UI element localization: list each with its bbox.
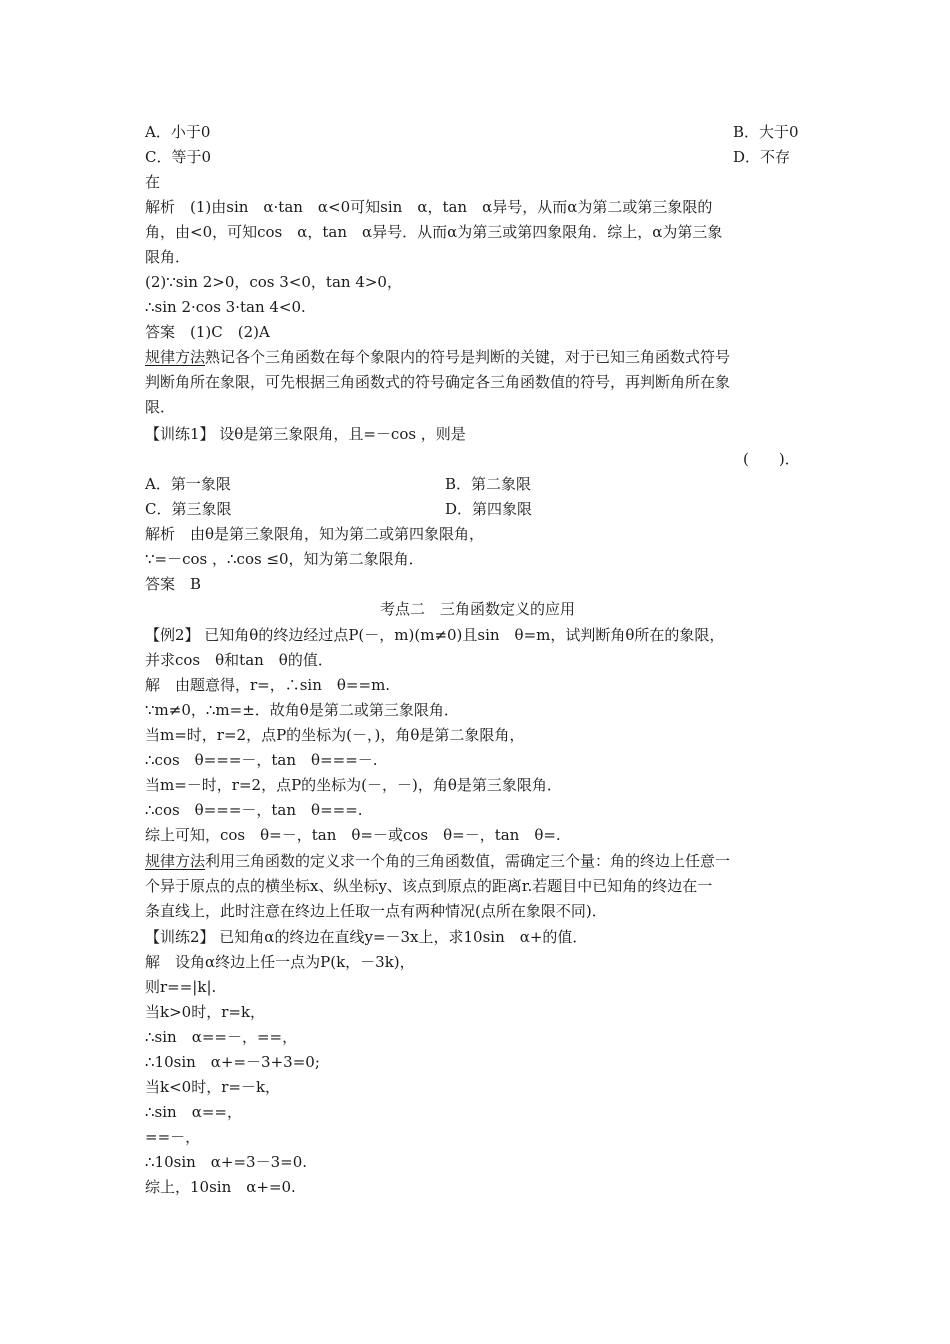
solution-line: 当m=时，r=2，点P的坐标为(－，)，角θ是第二象限角， xyxy=(145,726,525,744)
solution-line: 解 设角α终边上任一点为P(k，－3k)， xyxy=(145,953,415,971)
solution-line: 当m=－时，r=2，点P的坐标为(－，－)，角θ是第三象限角． xyxy=(145,776,562,794)
solution-line: ∴10sin α+=3－3=0. xyxy=(145,1153,308,1171)
method-line xyxy=(145,346,810,368)
method-text: 利用三角函数的定义求一个角的三角函数值，需确定三个量：角的终边上任意一 xyxy=(205,852,731,870)
option-row-ab xyxy=(145,473,810,495)
solution-line: 角，由<0，可知cos α，tan α异号．从而α为第三或第四象限角．综上，α为第三象 xyxy=(145,223,723,241)
solution-line: ∵=－cos ，∴cos ≤0，知为第二象限角． xyxy=(145,550,424,568)
solution-line: 当k>0时，r=k， xyxy=(145,1003,266,1021)
solution-line: 当k<0时，r=－k， xyxy=(145,1078,281,1096)
example-question: 并求cos θ和tan θ的值． xyxy=(145,651,333,669)
solution-line: 解析 (1)由sin α·tan α<0可知sin α，tan α异号，从而α为第二或第三象限的 xyxy=(145,198,713,216)
option-row-cd xyxy=(145,146,810,168)
option-d: D．第四象限 xyxy=(445,500,533,518)
option-row-cd xyxy=(145,498,810,520)
section-title: 考点二 三角函数定义的应用 xyxy=(379,600,575,618)
solution-line: ∴cos θ===－，tan θ===. xyxy=(145,801,363,819)
option-b: B．第二象限 xyxy=(445,475,532,493)
solution-line: ∴sin α==－，==， xyxy=(145,1028,298,1046)
method-tag: 规律方法 xyxy=(145,348,206,366)
answer-parenthesis: ( )． xyxy=(743,450,800,468)
option-a: A．第一象限 xyxy=(145,475,231,493)
method-line: 条直线上，此时注意在终边上任取一点有两种情况(点所在象限不同)． xyxy=(145,902,607,920)
option-d: D．不存 xyxy=(733,148,791,166)
method-line xyxy=(145,850,810,872)
option-d-continuation: 在 xyxy=(145,173,161,191)
method-tag: 规律方法 xyxy=(145,852,206,870)
solution-line: 综上可知，cos θ=－，tan θ=－或cos θ=－，tan θ=. xyxy=(145,826,561,844)
training-question: 【训练2】 已知角α的终边在直线y=－3x上，求10sin α+的值． xyxy=(145,928,588,946)
solution-line: ∵m≠0，∴m=±．故角θ是第二或第三象限角． xyxy=(145,701,459,719)
answer-line: 答案 (1)C (2)A xyxy=(145,323,270,341)
method-line: 个异于原点的点的横坐标x、纵坐标y、该点到原点的距离r.若题目中已知角的终边在一 xyxy=(145,877,713,895)
option-row-ab xyxy=(145,121,810,143)
method-text: 熟记各个三角函数在每个象限内的符号是判断的关键，对于已知三角函数式符号 xyxy=(205,348,731,366)
solution-line: ∴sin 2·cos 3·tan 4<0. xyxy=(145,298,306,316)
solution-line: ∴sin α==， xyxy=(145,1103,242,1121)
solution-line: 限角． xyxy=(145,248,191,266)
solution-line: 则r==|k|. xyxy=(145,978,217,996)
solution-line: ==－， xyxy=(145,1128,201,1146)
solution-line: 解 由题意得，r=，∴sin θ==m. xyxy=(145,676,391,694)
solution-line: 解析 由θ是第三象限角，知为第二或第四象限角， xyxy=(145,525,485,543)
solution-line: ∴10sin α+=－3+3=0; xyxy=(145,1053,320,1071)
solution-line: ∴cos θ===－，tan θ===－. xyxy=(145,751,378,769)
answer-line: 答案 B xyxy=(145,575,202,593)
option-a: A．小于0 xyxy=(145,123,211,141)
example-question: 【例2】 已知角θ的终边经过点P(－，m)(m≠0)且sin θ=m，试判断角θ所在的象限， xyxy=(145,626,725,644)
solution-line: 综上，10sin α+=0. xyxy=(145,1178,296,1196)
method-line: 判断角所在象限，可先根据三角函数式的符号确定各三角函数值的符号，再判断角所在象 xyxy=(145,373,731,391)
training-question: 【训练1】 设θ是第三象限角，且=－cos ，则是 xyxy=(145,425,466,443)
option-c: C．第三象限 xyxy=(145,500,232,518)
method-line: 限． xyxy=(145,398,176,416)
solution-line: (2)∵sin 2>0，cos 3<0，tan 4>0， xyxy=(145,273,402,291)
option-c: C．等于0 xyxy=(145,148,212,166)
option-b: B．大于0 xyxy=(733,123,799,141)
